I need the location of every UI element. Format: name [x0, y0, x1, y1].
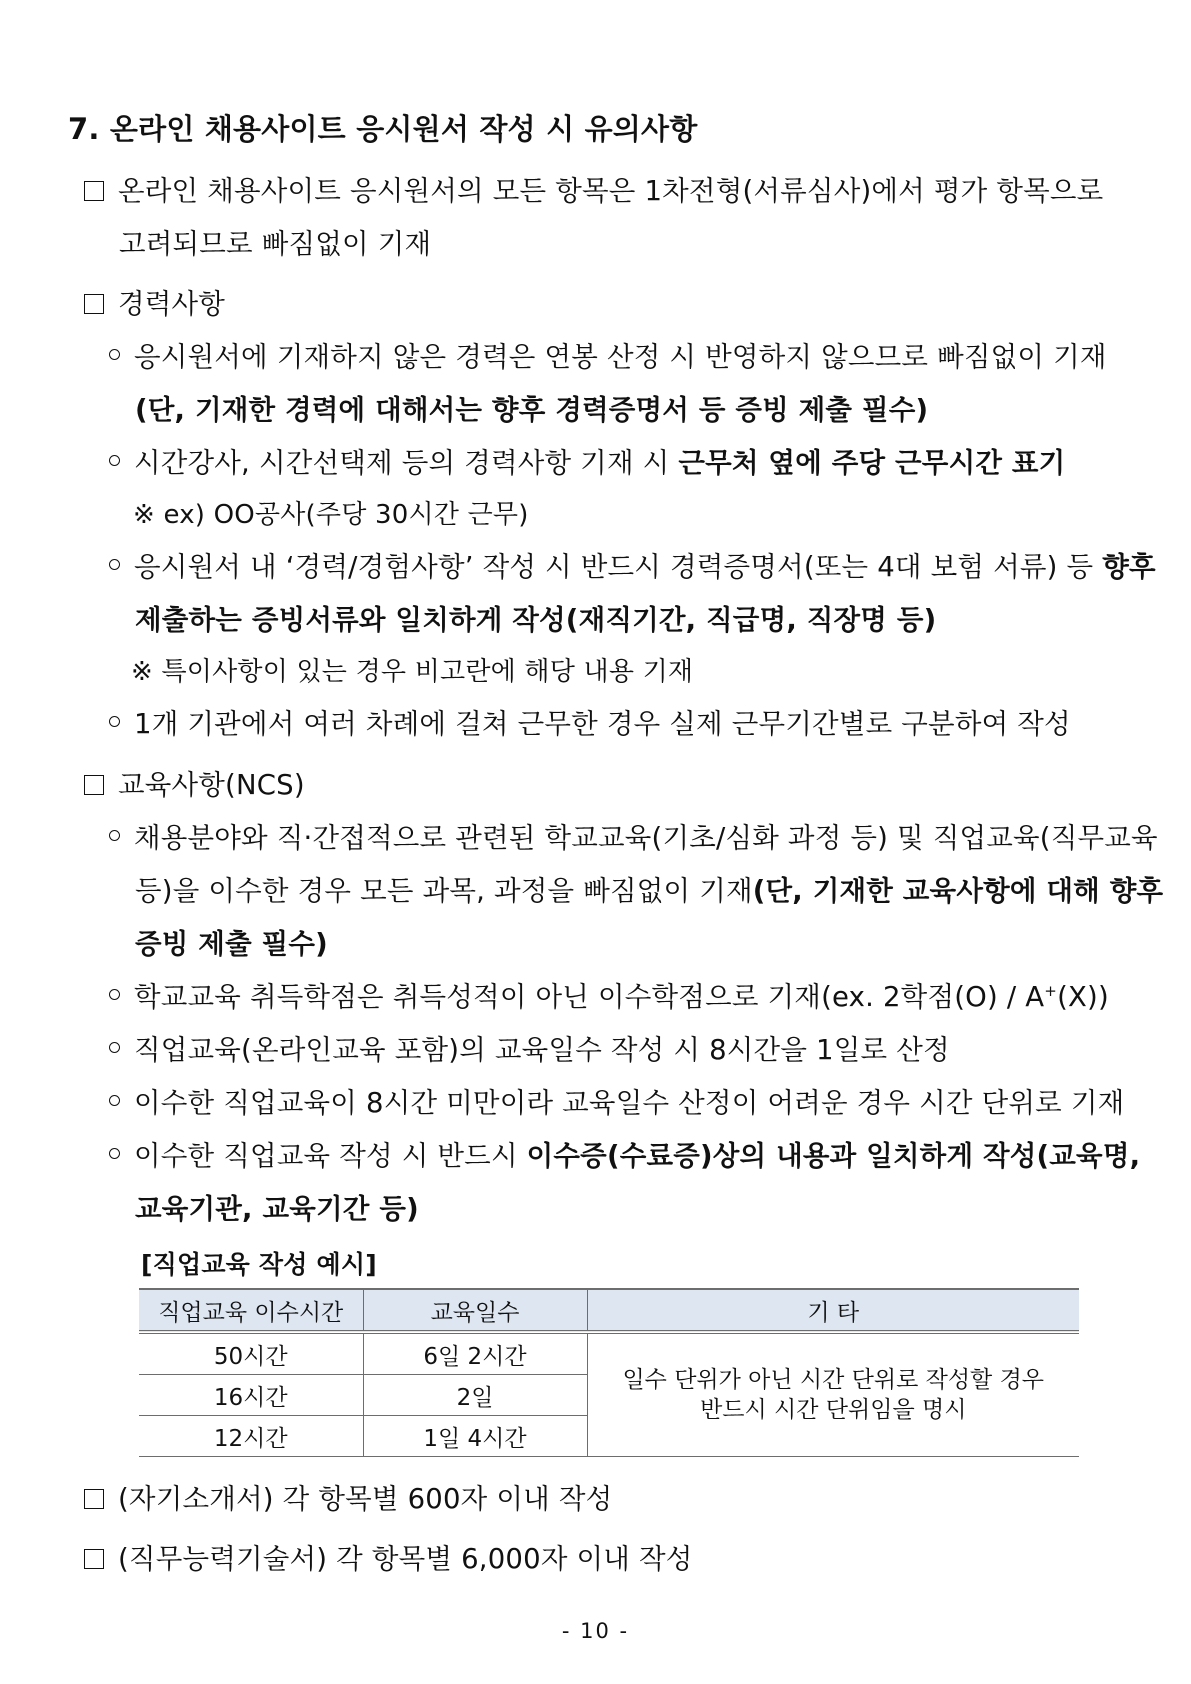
- circle-bullet-icon: [109, 830, 120, 841]
- circle-bullet-icon: [109, 1148, 120, 1159]
- education-bullet-4: 이수한 직업교육이 8시간 미만이라 교육일수 산정이 어려운 경우 시간 단위로 기재: [109, 1086, 1124, 1120]
- page-number: - 10 -: [561, 1619, 630, 1643]
- checkbox-square-icon: [84, 775, 104, 795]
- table-cell: 50시간: [139, 1332, 363, 1375]
- circle-bullet-icon: [109, 559, 120, 570]
- column-header-hours: 직업교육 이수시간: [139, 1289, 363, 1332]
- career-heading: 경력사항: [84, 287, 225, 321]
- career-bullet-1-note: (단, 기재한 경력에 대해서는 향후 경력증명서 등 증빙 제출 필수): [135, 394, 929, 426]
- education-bullet-1: 채용분야와 직·간접적으로 관련된 학교교육(기초/심화 과정 등) 및 직업교육(직무교육: [109, 821, 1158, 855]
- circle-bullet-icon: [109, 716, 120, 727]
- career-bullet-1: 응시원서에 기재하지 않은 경력은 연봉 산정 시 반영하지 않으므로 빠짐없이 기재: [109, 340, 1107, 374]
- education-heading: 교육사항(NCS): [84, 768, 305, 802]
- career-bullet-4: 1개 기관에서 여러 차례에 걸쳐 근무한 경우 실제 근무기간별로 구분하여 작성: [109, 707, 1071, 741]
- table-cell: 12시간: [139, 1416, 363, 1457]
- career-bullet-3-note: ※ 특이사항이 있는 경우 비고란에 해당 내용 기재: [131, 657, 694, 687]
- checkbox-square-icon: [84, 294, 104, 314]
- education-bullet-2: 학교교육 취득학점은 취득성적이 아닌 이수학점으로 기재(ex. 2학점(O) / A+(X)): [109, 980, 1109, 1014]
- career-bullet-3: 응시원서 내 ‘경력/경험사항’ 작성 시 반드시 경력증명서(또는 4대 보험 서류) 등 향후: [109, 550, 1156, 584]
- column-header-remarks: 기 타: [587, 1289, 1079, 1332]
- remarks-cell: [587, 1332, 1079, 1457]
- remarks-line-1: 일수 단위가 아닌 시간 단위로 작성할 경우: [622, 1367, 1045, 1393]
- remarks-line-2: 반드시 시간 단위임을 명시: [700, 1397, 967, 1423]
- table-cell: 16시간: [139, 1375, 363, 1416]
- education-bullet-3: 직업교육(온라인교육 포함)의 교육일수 작성 시 8시간을 1일로 산정: [109, 1033, 950, 1067]
- career-bullet-2: 시간강사, 시간선택제 등의 경력사항 기재 시 근무처 옆에 주당 근무시간 표기: [109, 446, 1065, 480]
- section-title: 7. 온라인 채용사이트 응시원서 작성 시 유의사항: [68, 112, 698, 146]
- career-bullet-3-line-2: 제출하는 증빙서류와 일치하게 작성(재직기간, 직급명, 직장명 등): [135, 604, 937, 636]
- circle-bullet-icon: [109, 1095, 120, 1106]
- circle-bullet-icon: [109, 349, 120, 360]
- circle-bullet-icon: [109, 1042, 120, 1053]
- column-header-days: 교육일수: [363, 1289, 587, 1332]
- competency-item: (직무능력기술서) 각 항목별 6,000자 이내 작성: [84, 1542, 693, 1576]
- education-bullet-5: 이수한 직업교육 작성 시 반드시 이수증(수료증)상의 내용과 일치하게 작성(교육명,: [109, 1139, 1140, 1173]
- table-cell: 1일 4시간: [363, 1416, 587, 1457]
- intro-line-2: 고려되므로 빠짐없이 기재: [119, 228, 432, 260]
- checkbox-square-icon: [84, 1489, 104, 1509]
- education-bullet-5-line-2: 교육기관, 교육기간 등): [135, 1193, 419, 1225]
- checkbox-square-icon: [84, 1549, 104, 1569]
- circle-bullet-icon: [109, 989, 120, 1000]
- circle-bullet-icon: [109, 455, 120, 466]
- checkbox-square-icon: [84, 181, 104, 201]
- intro-line-1: 온라인 채용사이트 응시원서의 모든 항목은 1차전형(서류심사)에서 평가 항목으로: [84, 174, 1103, 208]
- table-cell: 2일: [363, 1375, 587, 1416]
- self-intro-item: (자기소개서) 각 항목별 600자 이내 작성: [84, 1482, 612, 1516]
- career-bullet-2-example: ※ ex) OO공사(주당 30시간 근무): [133, 500, 529, 530]
- training-example-table: [139, 1288, 1079, 1457]
- education-bullet-1-line-2: 등)을 이수한 경우 모든 과목, 과정을 빠짐없이 기재(단, 기재한 교육사항에 대해 향후: [135, 875, 1164, 907]
- table-caption: [직업교육 작성 예시]: [141, 1250, 377, 1279]
- education-bullet-1-line-3: 증빙 제출 필수): [135, 928, 328, 960]
- table-header-row: [139, 1289, 1079, 1332]
- table-row: [139, 1332, 1079, 1375]
- table-cell: 6일 2시간: [363, 1332, 587, 1375]
